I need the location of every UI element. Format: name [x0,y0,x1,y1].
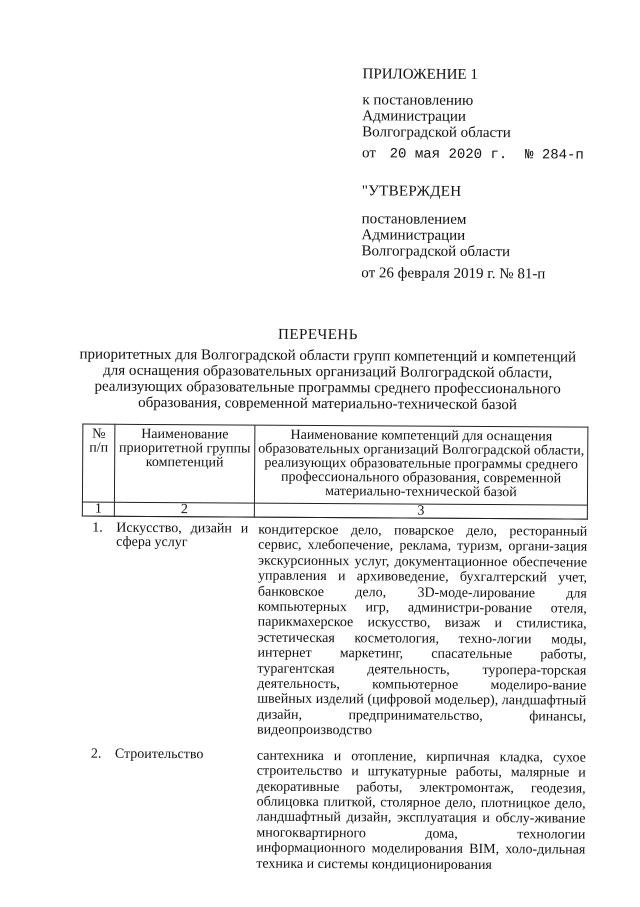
approved-by-line: Волгоградской области [361,243,511,261]
approved-by-line: Администрации [361,227,466,244]
row-number: 1. [92,520,103,536]
row-group: Искусство, дизайн и сфера услуг [116,520,249,551]
row-competencies: кондитерское дело, поварское дело, ресторанный сервис, хлебопечение, реклама, туризм, органи-зация экскурсионных услуг, документационное обеспечение управления и архивоведение, бухгалтерский учет, банковское дело, 3D-моде-лирование для компьютерных игр, администри-рование отеля, парикмахерское искусство, визаж и стилистика, эстетическая косметология, техно-логии моды, интернет маркетинг, спасательные работы, турагентская деятельность, туропера-торская деятельность, компьютерное моделиро-вание швейных изделий (цифровой модельер), ландшафтный дизайн, предпринимательство, финансы, видеопроизводство [256,522,588,739]
resolution-reference [362,92,511,141]
appendix-title: ПРИЛОЖЕНИЕ 1 [362,66,478,83]
row-competencies: сантехника и отопление, кирпичная кладка, сухое строительство и штукатурные работы, малярные и декоративные работы, электромонтаж, геодезия, облицовка плиткой, столярное дело, плотницкое дело, ландшафтный дизайн, эксплуатация и обслу-живание многоквартирного дома, технологии информационного моделирования BIM, холо-дильная техника и системы кондиционирования [256,748,586,873]
row-number: 2. [90,746,102,762]
approved-by-line: постановлением [361,211,467,228]
resolution-line: Волгоградской области [362,124,511,142]
column-number: 3 [254,503,587,519]
subtitle-line: реализующих образовательные программы среднего профессионального [94,378,561,398]
header-group: Наименование приоритетной группы компетенций [114,424,254,503]
approved-title: "УТВЕРЖДЕН [361,183,462,200]
column-number: 1 [82,502,114,516]
header-num: № п/п [82,424,114,502]
document-title: ПЕРЕЧЕНЬ [277,326,358,344]
table-row [80,737,586,873]
table-row [81,516,587,740]
approved-date-line: от 26 февраля 2019 г. № 81-п [361,265,546,283]
approved-by [361,211,510,260]
competencies-table [80,424,589,874]
table-header-row [82,424,587,505]
subtitle-line: приоритетных для Волгоградской области групп компетенций и компетенций [79,346,577,366]
resolution-line: к постановлению [362,92,474,109]
resolution-date-line [362,145,584,163]
resolution-number: № 284-п [524,147,584,164]
header-competencies: Наименование компетенций для оснащения образовательных организаций Волгоградской области, реализующих образовательные программы среднего профессионального образования, современной материально-технической базой [254,425,587,505]
row-group: Строительство [114,746,204,762]
document-subtitle [57,346,597,413]
subtitle-line: образования, современной материально-технической базой [138,394,517,414]
resolution-line: Администрации [362,108,467,125]
date-prefix: от [362,145,376,162]
resolution-date: 20 мая 2020 г. [389,146,508,164]
subtitle-line: для оснащения образовательных организаций Волгоградской области, [103,362,553,382]
column-number: 2 [114,502,254,517]
